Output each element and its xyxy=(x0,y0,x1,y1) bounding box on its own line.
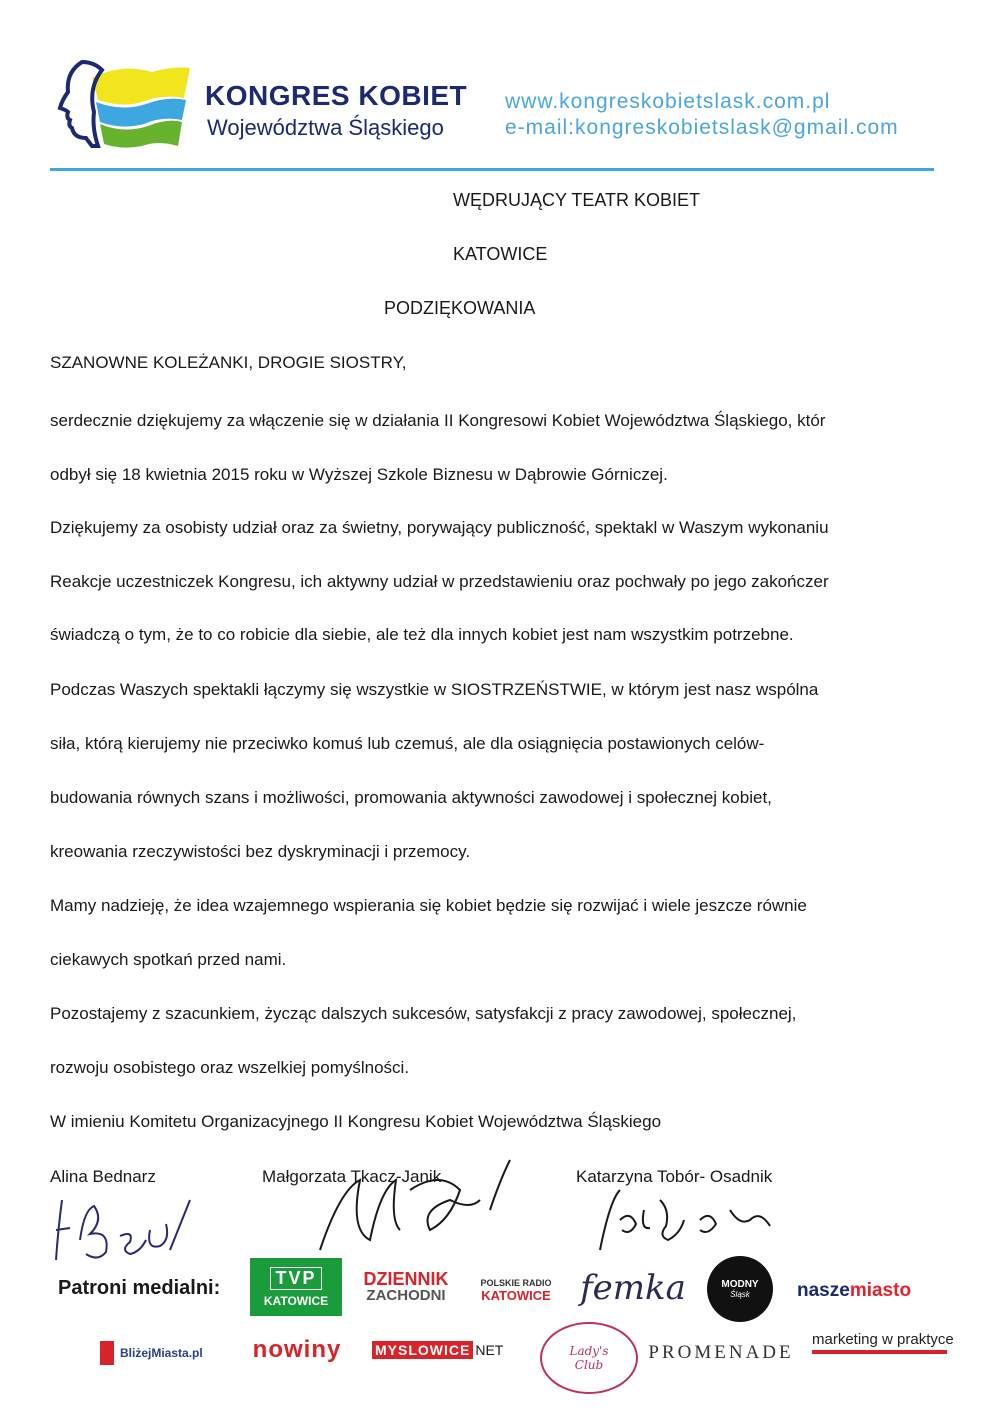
tvp-katowice-logo xyxy=(250,1258,342,1316)
body-line: siła, którą kierujemy nie przeciwko komuś lub czemuś, ale dla osiągnięcia postawionych celów- xyxy=(50,734,765,753)
body-line: Pozostajemy z szacunkiem, życząc dalszych sukcesów, satysfakcji z pracy zawodowej, społecznej, xyxy=(50,1004,797,1023)
marketing-underline xyxy=(812,1350,947,1354)
modny-top: MODNY xyxy=(721,1279,759,1290)
ladys-bottom: Club xyxy=(574,1358,604,1372)
signatory-name: Katarzyna Tobór- Osadnik xyxy=(576,1167,773,1186)
dziennik-top: DZIENNIK xyxy=(363,1269,449,1289)
polskie-radio-bottom: KATOWICE xyxy=(481,1287,551,1303)
naszemiasto-logo xyxy=(797,1277,947,1305)
tvp-top: TVP xyxy=(270,1267,321,1290)
body-line: świadczą o tym, że to co robicie dla siebie, ale też dla innych kobiet jest nam wszystkim potrzebne. xyxy=(50,625,794,644)
myslowice-net-logo xyxy=(372,1335,512,1365)
org-subtitle: Województwa Śląskiego xyxy=(207,115,444,140)
signature-2-icon xyxy=(300,1150,520,1270)
body-line: rozwoju osobistego oraz wszelkiej pomyślności. xyxy=(50,1058,410,1077)
ladys-top: Lady's xyxy=(569,1344,609,1358)
email-link[interactable]: e-mail:kongreskobietslask@gmail.com xyxy=(505,116,899,139)
body-line: Reakcje uczestniczek Kongresu, ich aktywny udział w przedstawieniu oraz pochwały po jego zakończer xyxy=(50,572,829,591)
signature-3-icon xyxy=(590,1180,790,1260)
city-heading: KATOWICE xyxy=(453,244,548,264)
polskie-radio-top: POLSKIE RADIO xyxy=(480,1277,552,1288)
signatory-name: Alina Bednarz xyxy=(50,1167,156,1186)
body-line: Mamy nadzieję, że idea wzajemnego wspierania się kobiet będzie się rozwijać i wiele jeszcze równie xyxy=(50,896,807,915)
blizej-miasta-logo xyxy=(100,1335,230,1371)
body-line: odbył się 18 kwietnia 2015 roku w Wyższej Szkole Biznesu w Dąbrowie Górniczej. xyxy=(50,465,668,484)
signatory-name: Małgorzata Tkacz-Janik xyxy=(262,1167,442,1186)
dziennik-zachodni-logo xyxy=(358,1265,454,1309)
body-line: Dziękujemy za osobisty udział oraz za świetny, porywający publiczność, spektakl w Waszym wykonaniu xyxy=(50,518,829,537)
org-title: KONGRES KOBIET xyxy=(205,80,468,111)
marketing-w-praktyce-logo xyxy=(812,1325,952,1359)
body-line: W imieniu Komitetu Organizacyjnego II Kongresu Kobiet Województwa Śląskiego xyxy=(50,1112,662,1131)
nowiny-logo: nowiny xyxy=(252,1336,342,1363)
modny-slask-logo xyxy=(707,1256,773,1322)
naszemiasto-part1: nasze xyxy=(797,1280,850,1301)
blizej-miasta-text: BliżejMiasta.pl xyxy=(120,1346,203,1360)
body-line: serdecznie dziękujemy za włączenie się w działania II Kongresowi Kobiet Województwa Śląskiego, któr xyxy=(50,411,826,430)
ladys-club-logo xyxy=(540,1322,638,1394)
myslowice-part1: MYSLOWICE xyxy=(372,1341,473,1359)
body-line: budowania równych szans i możliwości, promowania aktywności zawodowej i społecznej kobiet, xyxy=(50,788,772,807)
website-link[interactable]: www.kongreskobietslask.com.pl xyxy=(505,90,831,113)
polskie-radio-logo xyxy=(466,1270,566,1310)
myslowice-part2: NET xyxy=(475,1342,504,1358)
modny-bottom: Śląsk xyxy=(730,1290,750,1299)
patrons-label: Patroni medialni: xyxy=(58,1277,221,1299)
body-line: ciekawych spotkań przed nami. xyxy=(50,950,287,969)
recipient-heading: WĘDRUJĄCY TEATR KOBIET xyxy=(453,190,701,210)
dziennik-bottom: ZACHODNI xyxy=(366,1287,446,1304)
subject-heading: PODZIĘKOWANIA xyxy=(384,298,536,318)
promenade-logo: PROMENADE xyxy=(648,1342,794,1363)
body-line: Podczas Waszych spektakli łączymy się wszystkie w SIOSTRZEŃSTWIE, w którym jest nasz wspólna xyxy=(50,680,819,699)
marketing-text: marketing w praktyce xyxy=(812,1330,954,1348)
signature-1-icon xyxy=(50,1190,220,1270)
naszemiasto-part2: miasto xyxy=(849,1280,912,1301)
femka-logo: femka xyxy=(580,1268,686,1308)
body-line: kreowania rzeczywistości bez dyskryminacji i przemocy. xyxy=(50,842,471,861)
tvp-bottom: KATOWICE xyxy=(263,1293,329,1308)
building-icon xyxy=(100,1341,114,1365)
salutation: SZANOWNE KOLEŻANKI, DROGIE SIOSTRY, xyxy=(50,353,407,372)
